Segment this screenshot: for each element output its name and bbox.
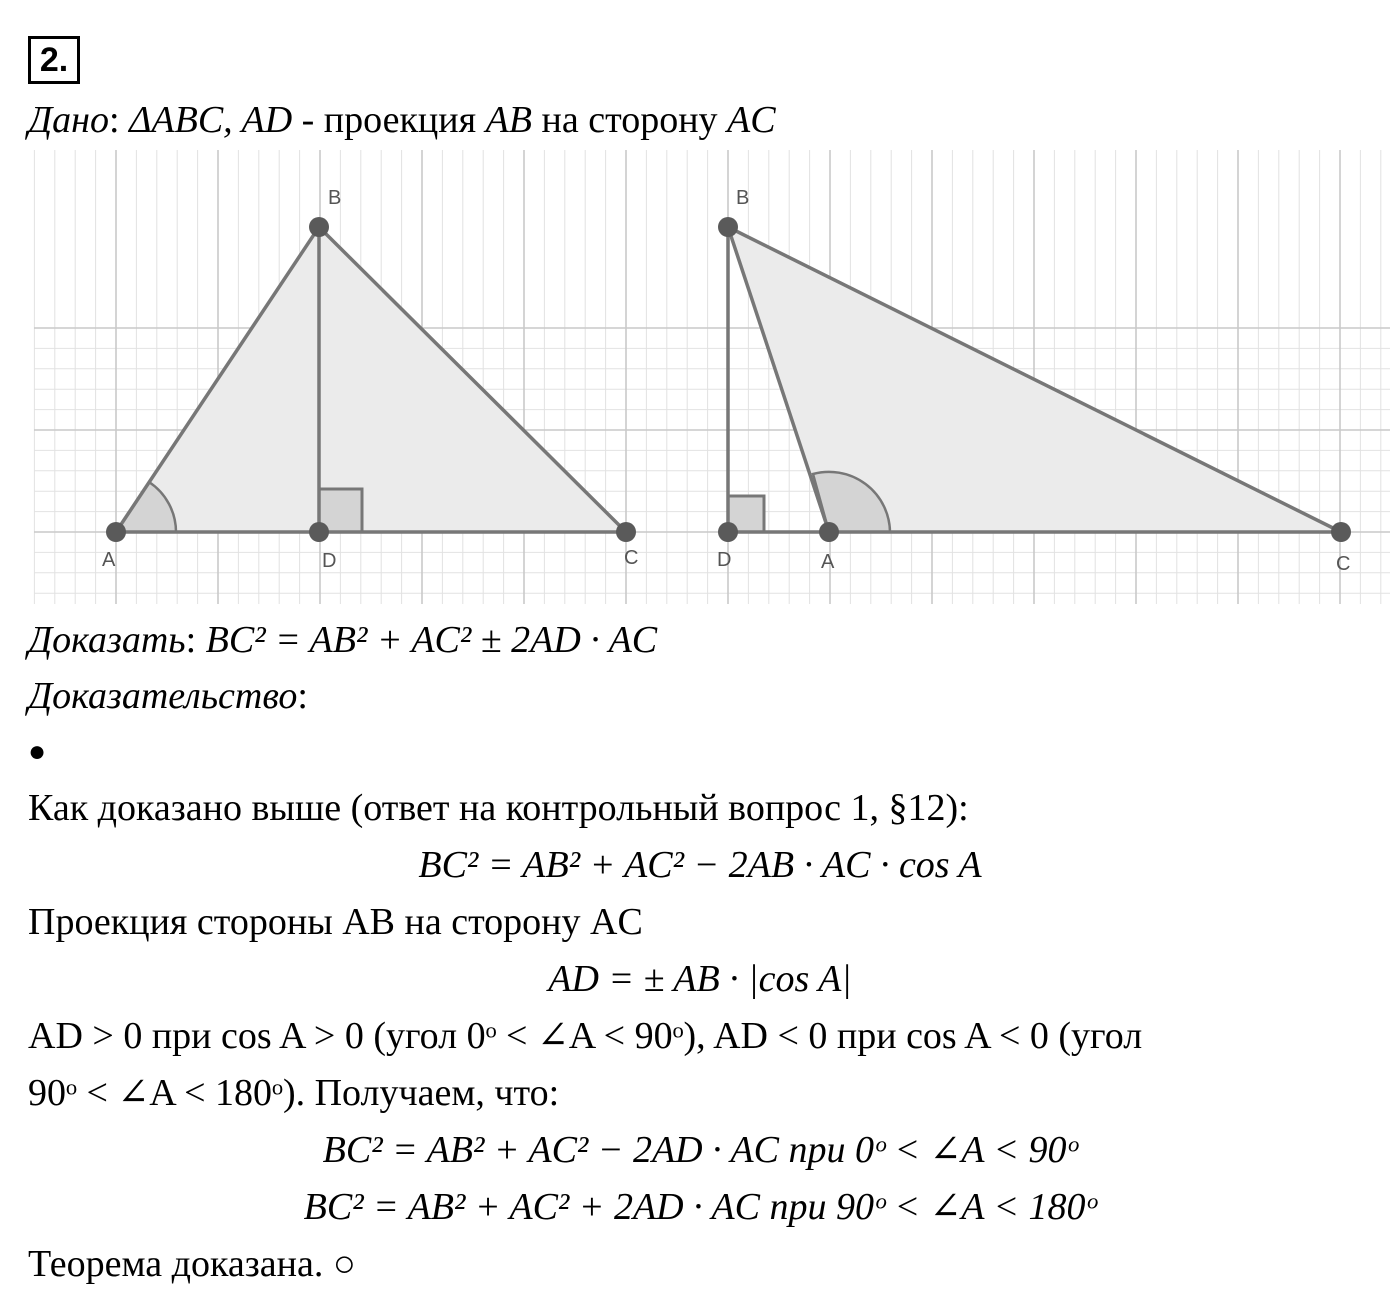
left-triangle [102, 187, 638, 572]
left-label-a: A [102, 549, 116, 571]
right-label-d: D [717, 549, 732, 571]
left-point-b [309, 217, 329, 237]
left-triangle-fill [116, 227, 626, 532]
prove-label: Доказать [28, 619, 186, 661]
right-label-b: B [736, 187, 750, 209]
given-dash-text: - проекция [292, 99, 486, 141]
right-point-d [718, 522, 738, 542]
prove-line [28, 618, 657, 662]
formula-obtuse-case: BC² = AB² + AC² + 2AD · AC при 90ᵒ < ∠A < 180ᵒ [303, 1186, 1097, 1228]
left-label-b: B [328, 187, 342, 209]
proof-heading [28, 674, 308, 718]
given-mid-text: на сторону [532, 99, 728, 141]
given-expr-triangle: ΔABC, AD [129, 99, 293, 141]
proof-colon: : [297, 675, 308, 717]
proof-line-4: 90ᵒ < ∠A < 180ᵒ). Получаем, что: [28, 1072, 560, 1114]
right-label-a: A [821, 551, 835, 573]
prove-colon: : [185, 619, 197, 661]
prove-formula: BC² = AB² + AC² ± 2AD · AC [205, 619, 658, 661]
proof-line-1: Как доказано выше (ответ на контрольный вопрос 1, §12): [28, 787, 969, 829]
given-label: Дано [28, 99, 110, 141]
proof-label: Доказательство [28, 675, 298, 717]
geometry-figure [0, 0, 1400, 620]
right-point-b [718, 217, 738, 237]
left-point-c [616, 522, 636, 542]
left-point-a [106, 522, 126, 542]
right-point-c [1331, 522, 1351, 542]
formula-acute-case: BC² = AB² + AC² − 2AD · AC при 0ᵒ < ∠A < 90ᵒ [322, 1129, 1078, 1171]
left-label-d: D [322, 550, 337, 572]
proof-line-3: AD > 0 при cos A > 0 (угол 0ᵒ < ∠A < 90ᵒ), AD < 0 при cos A < 0 (угол [28, 1015, 1143, 1057]
left-point-d [309, 522, 329, 542]
left-label-c: C [624, 547, 639, 569]
right-label-c: C [1336, 553, 1351, 575]
theorem-proved: Теорема доказана. ○ [28, 1243, 356, 1285]
given-expr-ab: AB [485, 99, 533, 141]
task-number: 2. [28, 36, 80, 84]
given-colon: : [109, 99, 120, 141]
given-expr-ac: AC [727, 99, 776, 141]
proof-line-2: Проекция стороны AB на сторону AC [28, 901, 643, 943]
bullet-marker: ● [28, 735, 47, 768]
formula-cosine-law: BC² = AB² + AC² − 2AB · AC · cos A [418, 844, 982, 886]
formula-projection: AD = ± AB · |cos A| [548, 958, 852, 1000]
right-point-a [819, 522, 839, 542]
